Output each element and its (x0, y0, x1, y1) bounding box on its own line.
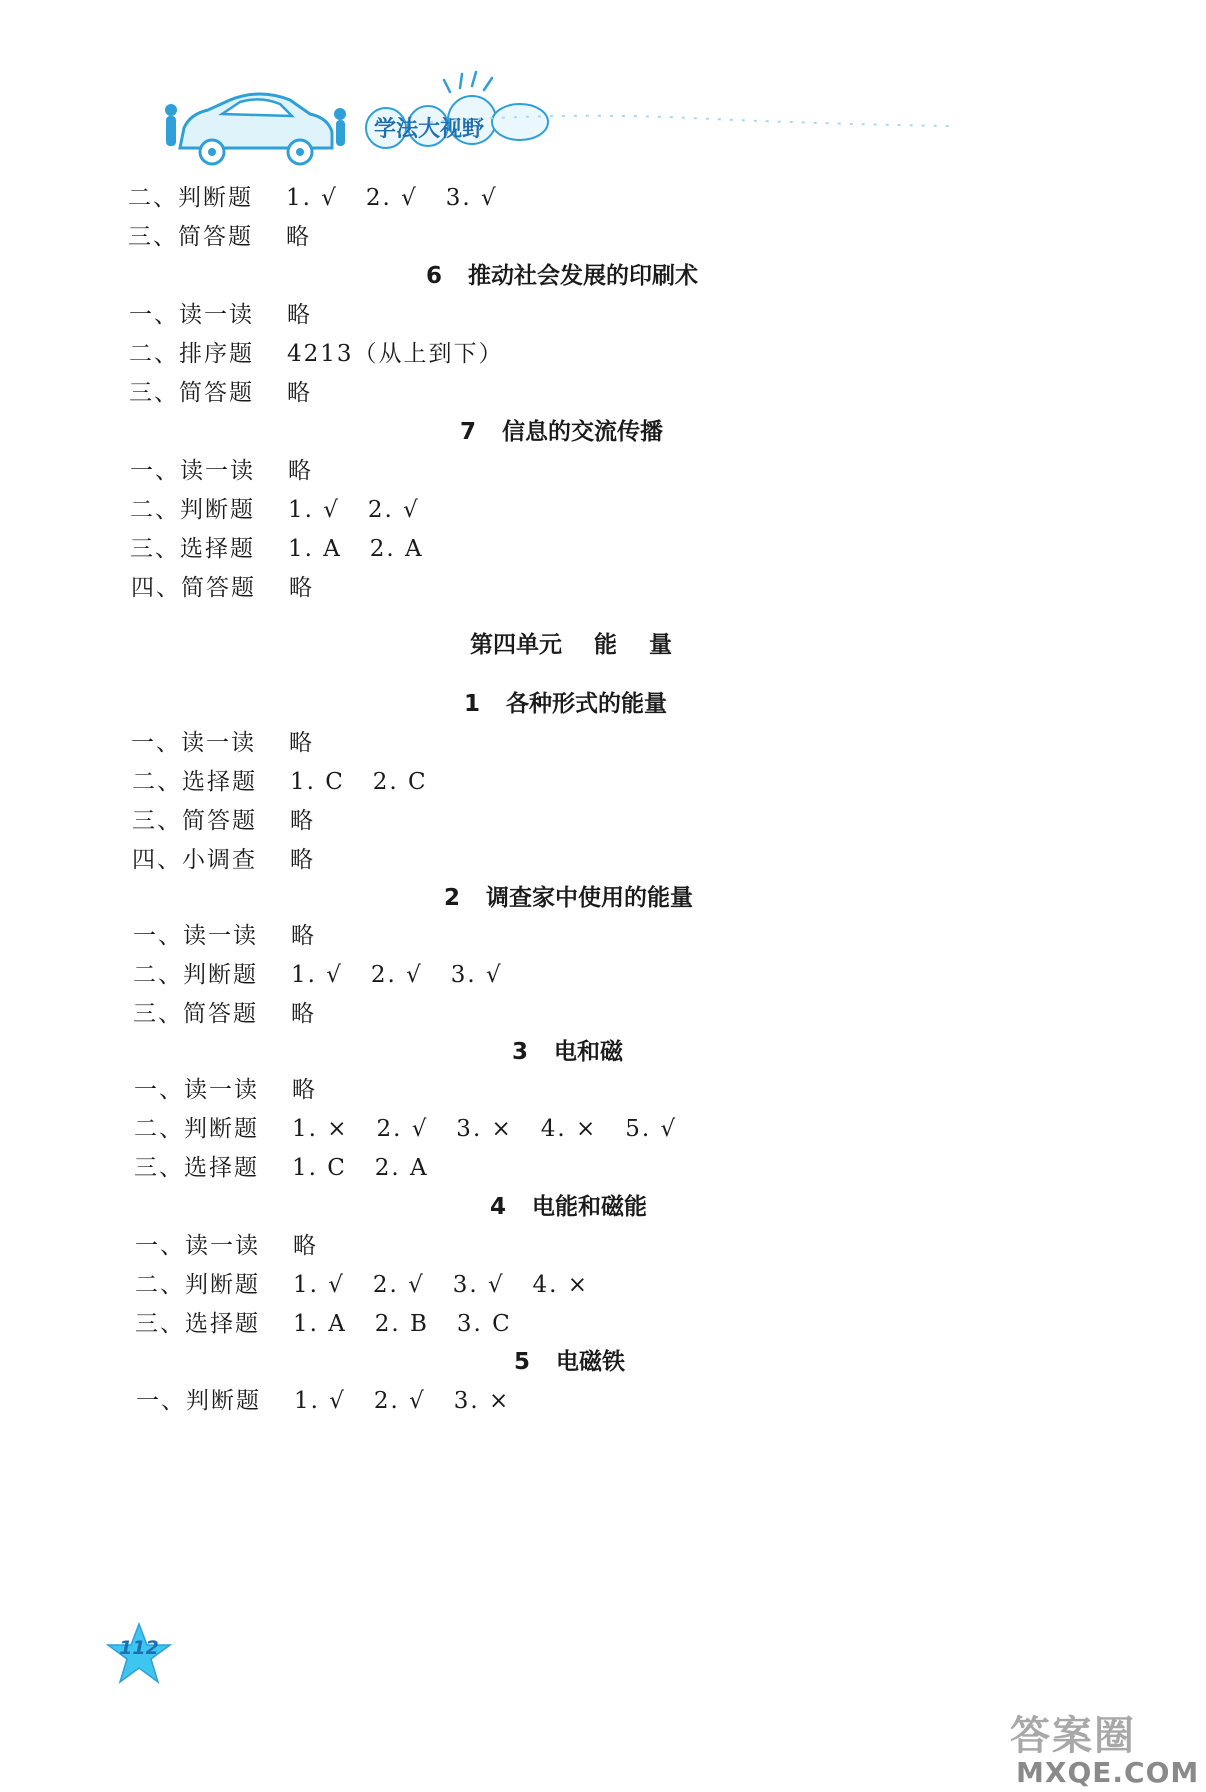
lesson-title: 电能和磁能 (532, 1194, 648, 1220)
answer-row (135, 1231, 318, 1261)
question-type-label: 一、读一读 (129, 302, 254, 328)
lesson-title: 电和磁 (554, 1039, 624, 1065)
answer-text: 略 (290, 847, 315, 873)
lesson-title: 信息的交流传播 (502, 419, 664, 445)
lesson-heading (512, 1037, 623, 1067)
question-type-label: 三、选择题 (134, 1155, 259, 1181)
answer-row (135, 1270, 589, 1300)
question-type-label: 一、读一读 (130, 458, 255, 484)
question-type-label: 三、选择题 (135, 1311, 260, 1337)
lesson-heading (490, 1192, 647, 1222)
answer-text: 略 (289, 575, 314, 601)
answer-row (134, 1075, 317, 1105)
lesson-heading (426, 261, 698, 291)
answer-text: 略 (293, 1233, 318, 1259)
answer-text: 1. A 2. A (288, 536, 424, 562)
lesson-number: 6 (426, 263, 443, 289)
answer-row (129, 339, 504, 369)
question-type-label: 二、排序题 (129, 341, 254, 367)
lesson-number: 3 (512, 1039, 529, 1065)
answer-text: 略 (291, 923, 316, 949)
question-type-label: 三、简答题 (133, 1001, 258, 1027)
answer-text: 1. A 2. B 3. C (293, 1311, 512, 1337)
answer-row (128, 183, 498, 213)
watermark-top: 答案圈 (1010, 1713, 1136, 1759)
answer-row (133, 999, 316, 1029)
answer-row (132, 845, 315, 875)
question-type-label: 二、判断题 (130, 497, 255, 523)
answer-row (131, 728, 314, 758)
lesson-heading (464, 689, 667, 719)
lesson-number: 2 (444, 885, 461, 911)
question-type-label: 二、判断题 (135, 1272, 260, 1298)
answer-text: 1. √ 2. √ 3. √ (286, 185, 498, 211)
question-type-label: 二、选择题 (132, 769, 257, 795)
lesson-title: 电磁铁 (556, 1349, 626, 1375)
answer-text: 4213（从上到下） (287, 341, 504, 367)
answer-text: 1. C 2. A (292, 1155, 429, 1181)
answer-text: 1. √ 2. √ (288, 497, 420, 523)
answer-text: 略 (290, 808, 315, 834)
lesson-title: 推动社会发展的印刷术 (468, 263, 699, 289)
answer-row (129, 378, 312, 408)
answer-text: 略 (286, 224, 311, 250)
answer-text: 1. √ 2. √ 3. √ (291, 962, 503, 988)
lesson-heading (460, 417, 663, 447)
answer-row (131, 573, 314, 603)
question-type-label: 一、读一读 (131, 730, 256, 756)
answer-text: 1. √ 2. √ 3. √ 4. × (293, 1272, 590, 1298)
answer-text: 略 (288, 458, 313, 484)
lesson-number: 7 (460, 419, 477, 445)
answer-text: 略 (287, 380, 312, 406)
answer-row (130, 495, 420, 525)
question-type-label: 一、判断题 (136, 1388, 261, 1414)
answer-row (130, 534, 424, 564)
lesson-number: 4 (490, 1194, 507, 1220)
question-type-label: 三、简答题 (129, 380, 254, 406)
answer-row (129, 300, 312, 330)
page-number: 112 (119, 1637, 159, 1659)
question-type-label: 一、读一读 (134, 1077, 259, 1103)
watermark (1010, 1700, 1200, 1792)
answer-row (133, 921, 316, 951)
answer-text: 1. √ 2. √ 3. × (294, 1388, 511, 1414)
lesson-heading (444, 883, 693, 913)
lesson-number: 1 (464, 691, 481, 717)
lesson-title: 各种形式的能量 (506, 691, 668, 717)
question-type-label: 一、读一读 (135, 1233, 260, 1259)
question-type-label: 三、选择题 (130, 536, 255, 562)
answer-row (134, 1114, 677, 1144)
answer-text: 略 (289, 730, 314, 756)
lesson-heading (514, 1347, 625, 1377)
question-type-label: 一、读一读 (133, 923, 258, 949)
answer-row (134, 1153, 429, 1183)
question-type-label: 三、简答题 (128, 224, 253, 250)
answer-row (136, 1386, 510, 1416)
question-type-label: 四、小调查 (132, 847, 257, 873)
lesson-number: 5 (514, 1349, 531, 1375)
question-type-label: 二、判断题 (133, 962, 258, 988)
answer-row (135, 1309, 512, 1339)
logo-text: 学法大视野 (374, 117, 485, 142)
watermark-bottom: MXQE.COM (1016, 1756, 1200, 1789)
answer-row (128, 222, 311, 252)
lesson-title: 调查家中使用的能量 (486, 885, 694, 911)
answer-text: 1. × 2. √ 3. × 4. × 5. √ (292, 1116, 678, 1142)
answer-text: 略 (292, 1077, 317, 1103)
answer-row (130, 456, 313, 486)
question-type-label: 二、判断题 (128, 185, 253, 211)
answer-text: 略 (291, 1001, 316, 1027)
answer-row (132, 806, 315, 836)
answer-text: 1. C 2. C (290, 769, 428, 795)
unit-heading: 第四单元 能 量 (470, 632, 673, 658)
question-type-label: 二、判断题 (134, 1116, 259, 1142)
question-type-label: 四、简答题 (131, 575, 256, 601)
answer-text: 略 (287, 302, 312, 328)
answer-row (133, 960, 503, 990)
answer-row (132, 767, 428, 797)
question-type-label: 三、简答题 (132, 808, 257, 834)
